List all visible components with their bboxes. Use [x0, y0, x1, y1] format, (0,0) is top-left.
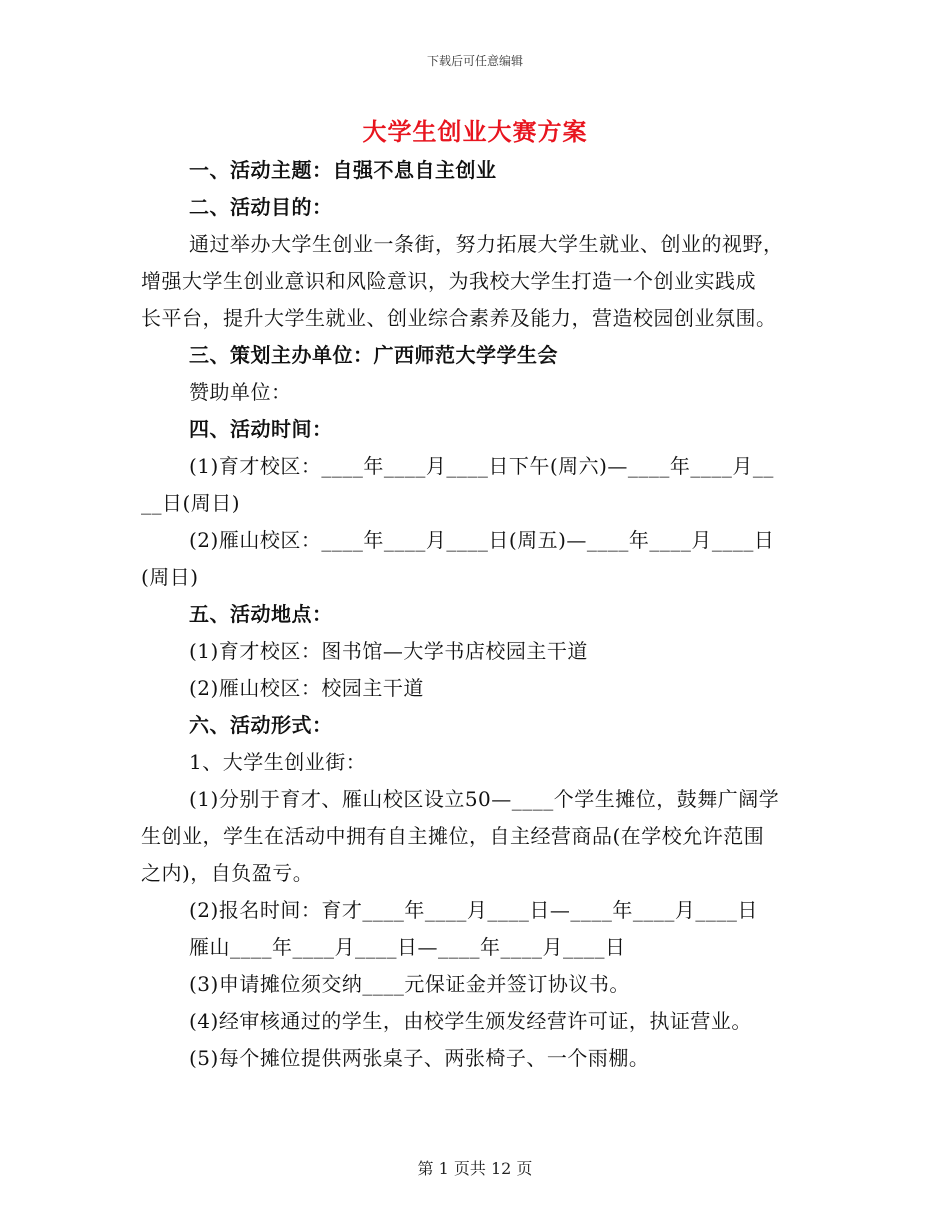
section-format-heading: 六、活动形式： — [189, 713, 333, 737]
sponsor-line: 赞助单位： — [189, 380, 292, 404]
format-item-1-line-2: 生创业，学生在活动中拥有自主摊位，自主经营商品(在学校允许范围 — [141, 824, 765, 848]
paragraph-purpose-line-1: 通过举办大学生创业一条街，努力拓展大学生就业、创业的视野， — [189, 232, 784, 256]
document-title: 大学生创业大赛方案 — [362, 118, 588, 146]
paragraph-purpose-line-3: 长平台，提升大学生就业、创业综合素养及能力，营造校园创业氛围。 — [141, 306, 777, 330]
format-item-2-line-2: 雁山____年____月____日—____年____月____日 — [189, 935, 626, 959]
page-footer-number: 第 1 页共 12 页 — [417, 1159, 533, 1178]
time-yucai-line-1: (1)育才校区：____年____月____日下午(周六)—____年____月__ — [189, 454, 774, 478]
paragraph-purpose-line-2: 增强大学生创业意识和风险意识，为我校大学生打造一个创业实践成 — [141, 269, 756, 293]
section-organizer: 三、策划主办单位：广西师范大学学生会 — [189, 343, 558, 367]
format-item-4: (4)经审核通过的学生，由校学生颁发经营许可证，执证营业。 — [189, 1009, 752, 1033]
time-yucai-line-2: __日(周日) — [141, 491, 241, 515]
document-body — [141, 152, 811, 1077]
format-item-1-line-3: 之内)，自负盈亏。 — [141, 861, 314, 885]
section-theme: 一、活动主题：自强不息自主创业 — [189, 158, 497, 182]
section-time-heading: 四、活动时间： — [189, 417, 333, 441]
section-location-heading: 五、活动地点： — [189, 602, 333, 626]
format-item-1-line-1: (1)分别于育才、雁山校区设立50—____个学生摊位，鼓舞广阔学 — [189, 787, 780, 811]
location-yanshan: (2)雁山校区：校园主干道 — [189, 676, 424, 700]
format-item-2-line-1: (2)报名时间：育才____年____月____日—____年____月____日 — [189, 898, 758, 922]
time-yanshan-line-1: (2)雁山校区：____年____月____日(周五)—____年____月____日 — [189, 528, 775, 552]
location-yucai: (1)育才校区：图书馆—大学书店校园主干道 — [189, 639, 588, 663]
section-purpose-heading: 二、活动目的： — [189, 195, 333, 219]
page-header-note: 下载后可任意编辑 — [426, 54, 523, 68]
format-item-3: (3)申请摊位须交纳____元保证金并签订协议书。 — [189, 972, 630, 996]
format-item-5: (5)每个摊位提供两张桌子、两张椅子、一个雨棚。 — [189, 1046, 650, 1070]
time-yanshan-line-2: (周日) — [141, 565, 199, 589]
format-subheading: 1、大学生创业街： — [189, 750, 367, 774]
